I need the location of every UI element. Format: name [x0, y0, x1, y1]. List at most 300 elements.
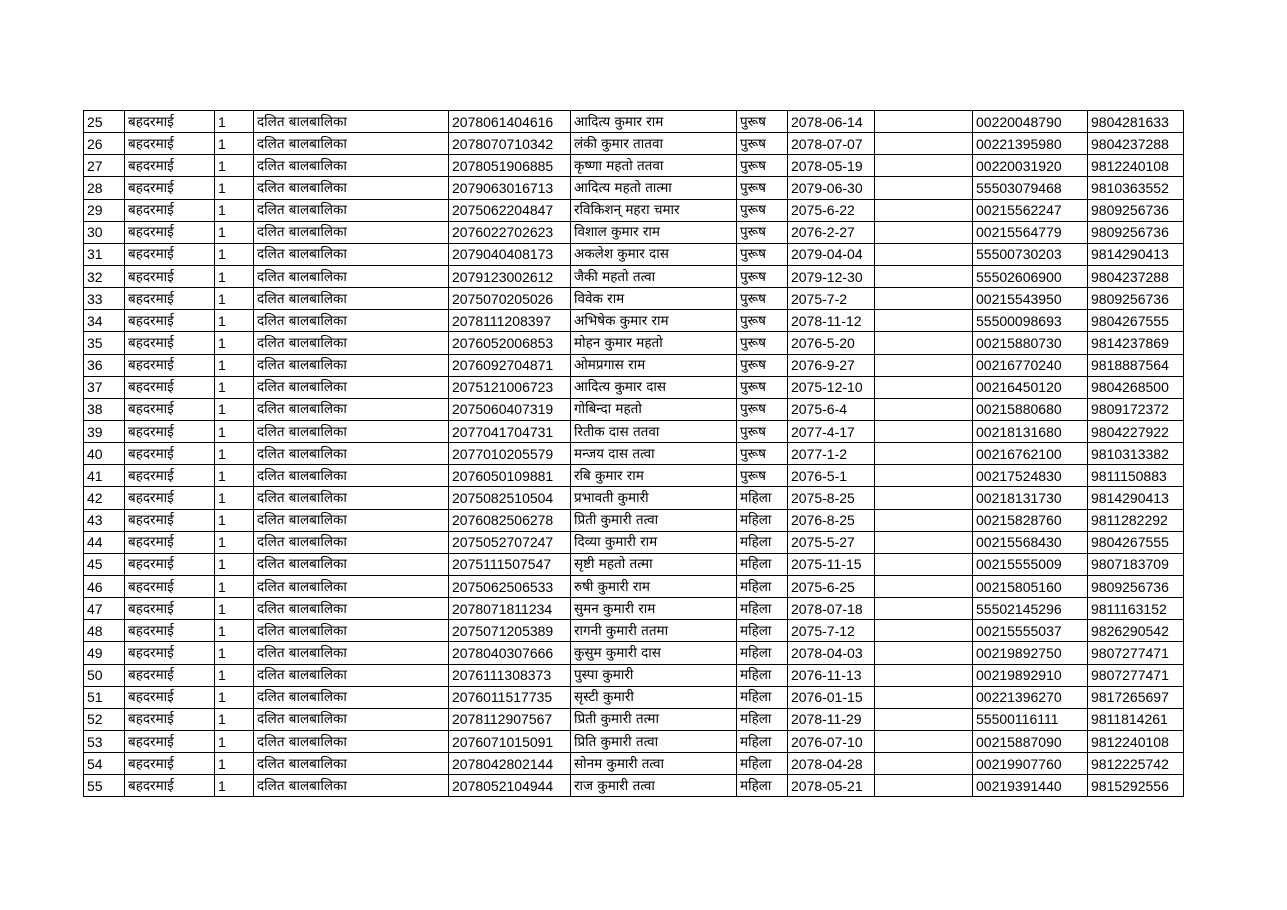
birth-registration-cell: 2076022702623 — [449, 221, 571, 243]
account-number-cell: 00218131730 — [973, 487, 1088, 509]
account-number-cell: 00217524830 — [973, 465, 1088, 487]
location-cell: बहदरमाई — [125, 686, 215, 708]
location-cell: बहदरमाई — [125, 332, 215, 354]
ward-cell: 1 — [215, 133, 254, 155]
birth-date-cell: 2079-12-30 — [788, 265, 875, 287]
category-cell: दलित बालबालिका — [254, 111, 449, 133]
name-cell: कृष्णा महतो ततवा — [571, 155, 737, 177]
location-cell: बहदरमाई — [125, 199, 215, 221]
birth-date-cell: 2075-11-15 — [788, 553, 875, 575]
ward-cell: 1 — [215, 199, 254, 221]
account-number-cell: 00219892910 — [973, 664, 1088, 686]
serial-number-cell: 34 — [84, 310, 125, 332]
name-cell: गोबिन्दा महतो — [571, 398, 737, 420]
table-row — [84, 398, 1184, 420]
category-cell: दलित बालबालिका — [254, 708, 449, 730]
blank-cell — [875, 730, 973, 752]
category-cell: दलित बालबालिका — [254, 487, 449, 509]
ward-cell: 1 — [215, 111, 254, 133]
gender-cell: पुरूष — [737, 310, 788, 332]
blank-cell — [875, 243, 973, 265]
phone-number-cell: 9804237288 — [1088, 133, 1184, 155]
ward-cell: 1 — [215, 708, 254, 730]
account-number-cell: 55500098693 — [973, 310, 1088, 332]
category-cell: दलित बालबालिका — [254, 177, 449, 199]
table-row — [84, 730, 1184, 752]
phone-number-cell: 9811163152 — [1088, 598, 1184, 620]
birth-date-cell: 2077-1-2 — [788, 443, 875, 465]
gender-cell: महिला — [737, 708, 788, 730]
phone-number-cell: 9807183709 — [1088, 553, 1184, 575]
phone-number-cell: 9811150883 — [1088, 465, 1184, 487]
table-body — [84, 111, 1184, 797]
location-cell: बहदरमाई — [125, 620, 215, 642]
phone-number-cell: 9809256736 — [1088, 221, 1184, 243]
location-cell: बहदरमाई — [125, 310, 215, 332]
birth-registration-cell: 2078052104944 — [449, 775, 571, 797]
category-cell: दलित बालबालिका — [254, 221, 449, 243]
ward-cell: 1 — [215, 177, 254, 199]
gender-cell: पुरूष — [737, 398, 788, 420]
serial-number-cell: 29 — [84, 199, 125, 221]
serial-number-cell: 42 — [84, 487, 125, 509]
serial-number-cell: 43 — [84, 509, 125, 531]
category-cell: दलित बालबालिका — [254, 730, 449, 752]
table-row — [84, 288, 1184, 310]
gender-cell: पुरूष — [737, 155, 788, 177]
location-cell: बहदरमाई — [125, 133, 215, 155]
ward-cell: 1 — [215, 265, 254, 287]
birth-date-cell: 2076-9-27 — [788, 354, 875, 376]
birth-date-cell: 2076-11-13 — [788, 664, 875, 686]
birth-registration-cell: 2078061404616 — [449, 111, 571, 133]
birth-registration-cell: 2078112907567 — [449, 708, 571, 730]
serial-number-cell: 26 — [84, 133, 125, 155]
location-cell: बहदरमाई — [125, 443, 215, 465]
table-row — [84, 133, 1184, 155]
name-cell: सृस्टी कुमारी — [571, 686, 737, 708]
blank-cell — [875, 443, 973, 465]
birth-date-cell: 2078-06-14 — [788, 111, 875, 133]
serial-number-cell: 40 — [84, 443, 125, 465]
location-cell: बहदरमाई — [125, 531, 215, 553]
birth-date-cell: 2079-04-04 — [788, 243, 875, 265]
birth-registration-cell: 2075070205026 — [449, 288, 571, 310]
location-cell: बहदरमाई — [125, 708, 215, 730]
gender-cell: पुरूष — [737, 465, 788, 487]
birth-registration-cell: 2078040307666 — [449, 642, 571, 664]
table-row — [84, 221, 1184, 243]
birth-registration-cell: 2078111208397 — [449, 310, 571, 332]
gender-cell: महिला — [737, 753, 788, 775]
category-cell: दलित बालबालिका — [254, 509, 449, 531]
ward-cell: 1 — [215, 465, 254, 487]
serial-number-cell: 44 — [84, 531, 125, 553]
location-cell: बहदरमाई — [125, 487, 215, 509]
birth-registration-cell: 2076050109881 — [449, 465, 571, 487]
birth-date-cell: 2076-5-1 — [788, 465, 875, 487]
birth-date-cell: 2078-11-29 — [788, 708, 875, 730]
blank-cell — [875, 221, 973, 243]
serial-number-cell: 55 — [84, 775, 125, 797]
phone-number-cell: 9810313382 — [1088, 443, 1184, 465]
blank-cell — [875, 288, 973, 310]
gender-cell: महिला — [737, 575, 788, 597]
phone-number-cell: 9814290413 — [1088, 487, 1184, 509]
name-cell: आदित्य महतो तात्मा — [571, 177, 737, 199]
name-cell: आदित्य कुमार दास — [571, 376, 737, 398]
account-number-cell: 00215805160 — [973, 575, 1088, 597]
serial-number-cell: 33 — [84, 288, 125, 310]
blank-cell — [875, 575, 973, 597]
serial-number-cell: 54 — [84, 753, 125, 775]
birth-registration-cell: 2077041704731 — [449, 420, 571, 442]
blank-cell — [875, 133, 973, 155]
ward-cell: 1 — [215, 398, 254, 420]
serial-number-cell: 50 — [84, 664, 125, 686]
name-cell: मन्जय दास तत्वा — [571, 443, 737, 465]
record-table — [83, 110, 1184, 797]
name-cell: लंकी कुमार तातवा — [571, 133, 737, 155]
location-cell: बहदरमाई — [125, 553, 215, 575]
gender-cell: पुरूष — [737, 199, 788, 221]
phone-number-cell: 9804227922 — [1088, 420, 1184, 442]
gender-cell: पुरूष — [737, 443, 788, 465]
ward-cell: 1 — [215, 155, 254, 177]
phone-number-cell: 9826290542 — [1088, 620, 1184, 642]
ward-cell: 1 — [215, 598, 254, 620]
ward-cell: 1 — [215, 664, 254, 686]
ward-cell: 1 — [215, 753, 254, 775]
gender-cell: पुरूष — [737, 265, 788, 287]
category-cell: दलित बालबालिका — [254, 620, 449, 642]
phone-number-cell: 9807277471 — [1088, 642, 1184, 664]
table-row — [84, 686, 1184, 708]
birth-registration-cell: 2076111308373 — [449, 664, 571, 686]
gender-cell: पुरूष — [737, 177, 788, 199]
birth-date-cell: 2078-05-21 — [788, 775, 875, 797]
phone-number-cell: 9817265697 — [1088, 686, 1184, 708]
birth-date-cell: 2075-5-27 — [788, 531, 875, 553]
account-number-cell: 00215880730 — [973, 332, 1088, 354]
birth-date-cell: 2078-04-28 — [788, 753, 875, 775]
table-row — [84, 465, 1184, 487]
phone-number-cell: 9814237869 — [1088, 332, 1184, 354]
birth-date-cell: 2078-07-07 — [788, 133, 875, 155]
name-cell: प्रिती कुमारी तत्मा — [571, 708, 737, 730]
table-row — [84, 111, 1184, 133]
birth-date-cell: 2079-06-30 — [788, 177, 875, 199]
phone-number-cell: 9809256736 — [1088, 288, 1184, 310]
account-number-cell: 00216762100 — [973, 443, 1088, 465]
serial-number-cell: 28 — [84, 177, 125, 199]
birth-registration-cell: 2075060407319 — [449, 398, 571, 420]
account-number-cell: 00220031920 — [973, 155, 1088, 177]
category-cell: दलित बालबालिका — [254, 199, 449, 221]
birth-registration-cell: 2077010205579 — [449, 443, 571, 465]
location-cell: बहदरमाई — [125, 598, 215, 620]
phone-number-cell: 9807277471 — [1088, 664, 1184, 686]
location-cell: बहदरमाई — [125, 221, 215, 243]
birth-registration-cell: 2076052006853 — [449, 332, 571, 354]
gender-cell: पुरूष — [737, 332, 788, 354]
account-number-cell: 00215555009 — [973, 553, 1088, 575]
serial-number-cell: 45 — [84, 553, 125, 575]
name-cell: प्रभावती कुमारी — [571, 487, 737, 509]
category-cell: दलित बालबालिका — [254, 354, 449, 376]
account-number-cell: 00219892750 — [973, 642, 1088, 664]
ward-cell: 1 — [215, 420, 254, 442]
location-cell: बहदरमाई — [125, 730, 215, 752]
birth-date-cell: 2076-8-25 — [788, 509, 875, 531]
account-number-cell: 00215562247 — [973, 199, 1088, 221]
gender-cell: पुरूष — [737, 111, 788, 133]
gender-cell: महिला — [737, 620, 788, 642]
gender-cell: महिला — [737, 509, 788, 531]
ward-cell: 1 — [215, 354, 254, 376]
birth-date-cell: 2078-11-12 — [788, 310, 875, 332]
birth-registration-cell: 2076092704871 — [449, 354, 571, 376]
name-cell: रागनी कुमारी ततमा — [571, 620, 737, 642]
gender-cell: पुरूष — [737, 288, 788, 310]
category-cell: दलित बालबालिका — [254, 686, 449, 708]
gender-cell: महिला — [737, 553, 788, 575]
category-cell: दलित बालबालिका — [254, 642, 449, 664]
location-cell: बहदरमाई — [125, 753, 215, 775]
blank-cell — [875, 376, 973, 398]
phone-number-cell: 9804267555 — [1088, 531, 1184, 553]
ward-cell: 1 — [215, 310, 254, 332]
blank-cell — [875, 354, 973, 376]
ward-cell: 1 — [215, 620, 254, 642]
birth-date-cell: 2076-5-20 — [788, 332, 875, 354]
serial-number-cell: 46 — [84, 575, 125, 597]
birth-registration-cell: 2078070710342 — [449, 133, 571, 155]
category-cell: दलित बालबालिका — [254, 664, 449, 686]
blank-cell — [875, 310, 973, 332]
account-number-cell: 55502145296 — [973, 598, 1088, 620]
gender-cell: पुरूष — [737, 221, 788, 243]
location-cell: बहदरमाई — [125, 398, 215, 420]
birth-registration-cell: 2076071015091 — [449, 730, 571, 752]
blank-cell — [875, 420, 973, 442]
gender-cell: महिला — [737, 775, 788, 797]
birth-registration-cell: 2076082506278 — [449, 509, 571, 531]
name-cell: प्रिति कुमारी तत्वा — [571, 730, 737, 752]
account-number-cell: 55500116111 — [973, 708, 1088, 730]
birth-registration-cell: 2075071205389 — [449, 620, 571, 642]
table-row — [84, 775, 1184, 797]
table-row — [84, 553, 1184, 575]
phone-number-cell: 9812240108 — [1088, 155, 1184, 177]
category-cell: दलित बालबालिका — [254, 531, 449, 553]
birth-date-cell: 2075-8-25 — [788, 487, 875, 509]
blank-cell — [875, 509, 973, 531]
serial-number-cell: 39 — [84, 420, 125, 442]
birth-registration-cell: 2079063016713 — [449, 177, 571, 199]
birth-registration-cell: 2075052707247 — [449, 531, 571, 553]
location-cell: बहदरमाई — [125, 642, 215, 664]
birth-registration-cell: 2075111507547 — [449, 553, 571, 575]
name-cell: रितीक दास ततवा — [571, 420, 737, 442]
birth-registration-cell: 2078071811234 — [449, 598, 571, 620]
name-cell: जैकी महतो तत्वा — [571, 265, 737, 287]
name-cell: पुस्पा कुमारी — [571, 664, 737, 686]
table-row — [84, 664, 1184, 686]
birth-date-cell: 2076-07-10 — [788, 730, 875, 752]
table-row — [84, 420, 1184, 442]
table-row — [84, 265, 1184, 287]
ward-cell: 1 — [215, 642, 254, 664]
table-row — [84, 443, 1184, 465]
gender-cell: महिला — [737, 686, 788, 708]
gender-cell: महिला — [737, 598, 788, 620]
blank-cell — [875, 708, 973, 730]
serial-number-cell: 27 — [84, 155, 125, 177]
category-cell: दलित बालबालिका — [254, 575, 449, 597]
account-number-cell: 55502606900 — [973, 265, 1088, 287]
phone-number-cell: 9804281633 — [1088, 111, 1184, 133]
table-row — [84, 354, 1184, 376]
account-number-cell: 00215887090 — [973, 730, 1088, 752]
location-cell: बहदरमाई — [125, 354, 215, 376]
account-number-cell: 00215555037 — [973, 620, 1088, 642]
blank-cell — [875, 487, 973, 509]
blank-cell — [875, 398, 973, 420]
category-cell: दलित बालबालिका — [254, 288, 449, 310]
category-cell: दलित बालबालिका — [254, 753, 449, 775]
blank-cell — [875, 199, 973, 221]
table-row — [84, 332, 1184, 354]
serial-number-cell: 52 — [84, 708, 125, 730]
blank-cell — [875, 598, 973, 620]
phone-number-cell: 9810363552 — [1088, 177, 1184, 199]
ward-cell: 1 — [215, 730, 254, 752]
ward-cell: 1 — [215, 443, 254, 465]
category-cell: दलित बालबालिका — [254, 398, 449, 420]
serial-number-cell: 41 — [84, 465, 125, 487]
location-cell: बहदरमाई — [125, 420, 215, 442]
birth-registration-cell: 2078051906885 — [449, 155, 571, 177]
category-cell: दलित बालबालिका — [254, 332, 449, 354]
location-cell: बहदरमाई — [125, 243, 215, 265]
birth-date-cell: 2075-12-10 — [788, 376, 875, 398]
gender-cell: महिला — [737, 664, 788, 686]
account-number-cell: 55500730203 — [973, 243, 1088, 265]
location-cell: बहदरमाई — [125, 376, 215, 398]
blank-cell — [875, 155, 973, 177]
phone-number-cell: 9809256736 — [1088, 199, 1184, 221]
serial-number-cell: 38 — [84, 398, 125, 420]
blank-cell — [875, 620, 973, 642]
name-cell: सोनम कुमारी तत्वा — [571, 753, 737, 775]
phone-number-cell: 9812240108 — [1088, 730, 1184, 752]
birth-date-cell: 2075-6-25 — [788, 575, 875, 597]
account-number-cell: 00221396270 — [973, 686, 1088, 708]
birth-date-cell: 2078-07-18 — [788, 598, 875, 620]
blank-cell — [875, 642, 973, 664]
birth-date-cell: 2075-6-4 — [788, 398, 875, 420]
location-cell: बहदरमाई — [125, 155, 215, 177]
gender-cell: पुरूष — [737, 133, 788, 155]
birth-registration-cell: 2075062204847 — [449, 199, 571, 221]
account-number-cell: 00215564779 — [973, 221, 1088, 243]
table-row — [84, 531, 1184, 553]
serial-number-cell: 30 — [84, 221, 125, 243]
birth-date-cell: 2078-05-19 — [788, 155, 875, 177]
location-cell: बहदरमाई — [125, 509, 215, 531]
birth-date-cell: 2076-01-15 — [788, 686, 875, 708]
account-number-cell: 00219907760 — [973, 753, 1088, 775]
ward-cell: 1 — [215, 376, 254, 398]
location-cell: बहदरमाई — [125, 575, 215, 597]
table-row — [84, 310, 1184, 332]
ward-cell: 1 — [215, 288, 254, 310]
serial-number-cell: 48 — [84, 620, 125, 642]
category-cell: दलित बालबालिका — [254, 465, 449, 487]
location-cell: बहदरमाई — [125, 265, 215, 287]
category-cell: दलित बालबालिका — [254, 598, 449, 620]
ward-cell: 1 — [215, 775, 254, 797]
ward-cell: 1 — [215, 531, 254, 553]
phone-number-cell: 9811814261 — [1088, 708, 1184, 730]
ward-cell: 1 — [215, 686, 254, 708]
birth-date-cell: 2078-04-03 — [788, 642, 875, 664]
table-row — [84, 509, 1184, 531]
phone-number-cell: 9804268500 — [1088, 376, 1184, 398]
birth-date-cell: 2076-2-27 — [788, 221, 875, 243]
serial-number-cell: 35 — [84, 332, 125, 354]
blank-cell — [875, 664, 973, 686]
name-cell: रविकिशन् महरा चमार — [571, 199, 737, 221]
birth-date-cell: 2075-6-22 — [788, 199, 875, 221]
ward-cell: 1 — [215, 243, 254, 265]
gender-cell: पुरूष — [737, 354, 788, 376]
ward-cell: 1 — [215, 509, 254, 531]
name-cell: रुषी कुमारी राम — [571, 575, 737, 597]
ward-cell: 1 — [215, 575, 254, 597]
category-cell: दलित बालबालिका — [254, 155, 449, 177]
table-row — [84, 177, 1184, 199]
blank-cell — [875, 531, 973, 553]
birth-date-cell: 2075-7-2 — [788, 288, 875, 310]
blank-cell — [875, 686, 973, 708]
serial-number-cell: 47 — [84, 598, 125, 620]
serial-number-cell: 32 — [84, 265, 125, 287]
account-number-cell: 00220048790 — [973, 111, 1088, 133]
blank-cell — [875, 265, 973, 287]
serial-number-cell: 37 — [84, 376, 125, 398]
serial-number-cell: 25 — [84, 111, 125, 133]
account-number-cell: 00215543950 — [973, 288, 1088, 310]
blank-cell — [875, 111, 973, 133]
category-cell: दलित बालबालिका — [254, 553, 449, 575]
phone-number-cell: 9804267555 — [1088, 310, 1184, 332]
birth-date-cell: 2075-7-12 — [788, 620, 875, 642]
category-cell: दलित बालबालिका — [254, 376, 449, 398]
name-cell: राज कुमारी तत्वा — [571, 775, 737, 797]
ward-cell: 1 — [215, 221, 254, 243]
category-cell: दलित बालबालिका — [254, 265, 449, 287]
name-cell: सुमन कुमारी राम — [571, 598, 737, 620]
gender-cell: महिला — [737, 730, 788, 752]
account-number-cell: 00215568430 — [973, 531, 1088, 553]
gender-cell: महिला — [737, 642, 788, 664]
blank-cell — [875, 775, 973, 797]
category-cell: दलित बालबालिका — [254, 775, 449, 797]
serial-number-cell: 31 — [84, 243, 125, 265]
serial-number-cell: 53 — [84, 730, 125, 752]
